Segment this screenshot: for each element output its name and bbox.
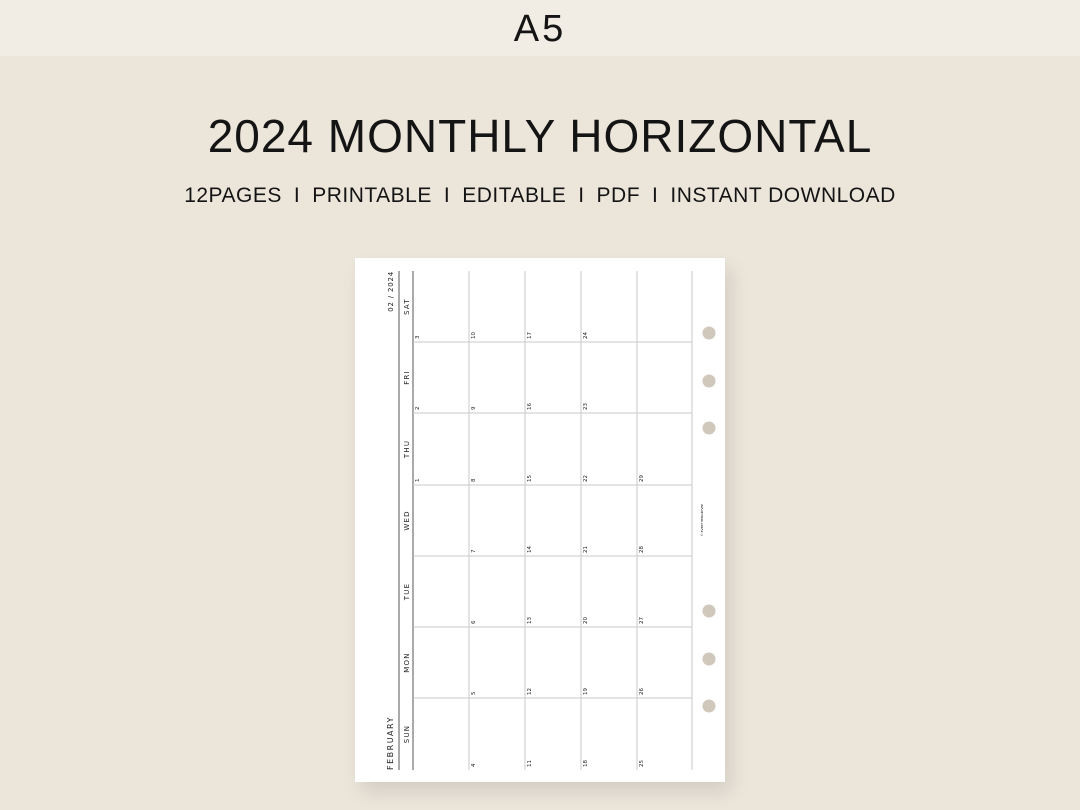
day-name-tue: TUE — [403, 582, 411, 601]
planner-grid — [355, 258, 725, 782]
day-number: 17 — [527, 332, 533, 339]
feature-separator: I — [293, 184, 301, 207]
day-number: 21 — [583, 546, 589, 553]
day-number: 1 — [415, 478, 421, 482]
day-number: 9 — [471, 406, 477, 410]
main-title: 2024 MONTHLY HORIZONTAL — [207, 110, 873, 162]
day-number: 23 — [583, 403, 589, 410]
day-name-wed: WED — [403, 510, 411, 531]
day-number: 18 — [583, 760, 589, 767]
month-label: FEBRUARY — [386, 716, 395, 770]
planner-page-preview — [355, 258, 725, 782]
day-number: 27 — [639, 617, 645, 624]
day-number: 26 — [639, 688, 645, 695]
day-name-sun: SUN — [403, 724, 411, 744]
day-number: 7 — [471, 549, 477, 553]
day-number: 29 — [639, 475, 645, 482]
feature-list — [0, 182, 1080, 210]
day-number: 12 — [527, 688, 533, 695]
day-number: 15 — [527, 475, 533, 482]
day-number: 28 — [639, 546, 645, 553]
day-number: 5 — [471, 691, 477, 695]
day-number: 24 — [583, 332, 589, 339]
day-name-mon: MON — [403, 652, 411, 673]
day-name-fri: FRI — [403, 370, 411, 385]
copyright-text: © EVERYTHINGBYVEE — [700, 503, 704, 537]
binder-hole — [703, 700, 716, 713]
day-name-thu: THU — [403, 439, 411, 459]
binder-hole — [703, 653, 716, 666]
day-number: 4 — [471, 763, 477, 767]
day-number: 6 — [471, 620, 477, 624]
feature-printable: PRINTABLE — [312, 184, 432, 207]
feature-editable: EDITABLE — [462, 184, 567, 207]
day-number: 19 — [583, 688, 589, 695]
day-number: 8 — [471, 478, 477, 482]
format-label: A5 — [513, 8, 567, 50]
binder-hole — [703, 422, 716, 435]
day-number: 25 — [639, 760, 645, 767]
day-number: 16 — [527, 403, 533, 410]
day-number: 10 — [471, 332, 477, 339]
binder-hole — [703, 327, 716, 340]
day-number: 13 — [527, 617, 533, 624]
feature-separator: I — [443, 184, 451, 207]
day-number: 22 — [583, 475, 589, 482]
feature-instant-download: INSTANT DOWNLOAD — [670, 184, 896, 207]
day-name-sat: SAT — [403, 298, 411, 315]
feature-pdf: PDF — [596, 184, 641, 207]
date-label: 02 / 2024 — [387, 271, 395, 312]
day-number: 20 — [583, 617, 589, 624]
feature-separator: I — [578, 184, 585, 207]
binder-hole — [703, 605, 716, 618]
feature-separator: I — [652, 184, 659, 207]
day-number: 3 — [415, 335, 421, 339]
feature-pages: 12PAGES — [184, 184, 282, 207]
binder-hole — [703, 375, 716, 388]
day-number: 14 — [527, 546, 533, 553]
day-number: 2 — [415, 406, 421, 410]
day-number: 11 — [527, 760, 533, 767]
